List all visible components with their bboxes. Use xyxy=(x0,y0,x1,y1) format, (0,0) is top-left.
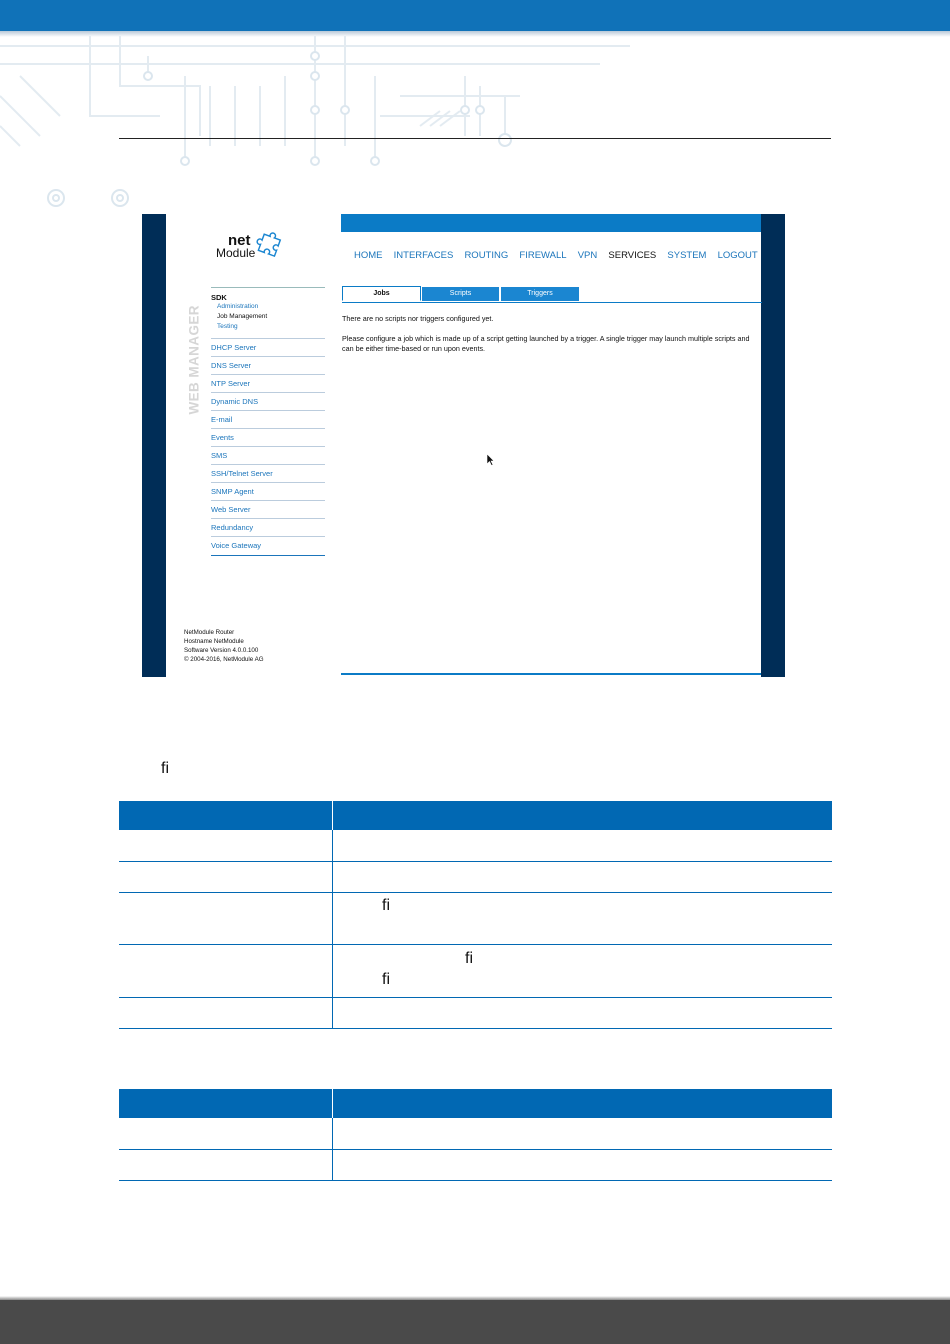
table-cell xyxy=(333,997,833,1028)
header-strip xyxy=(341,214,761,232)
fi-ligature: fi xyxy=(382,897,390,914)
tab-scripts[interactable]: Scripts xyxy=(422,287,499,301)
sidebar-subitem-testing[interactable]: Testing xyxy=(217,323,238,330)
sidebar-item-ssh-telnet-server[interactable]: SSH/Telnet Server xyxy=(211,464,325,482)
nav-system[interactable]: SYSTEM xyxy=(667,250,707,261)
tab-bar xyxy=(342,286,762,303)
mouse-cursor-icon xyxy=(487,454,495,466)
sidebar-item-web-server[interactable]: Web Server xyxy=(211,500,325,518)
sidebar-subitem-administration[interactable]: Administration xyxy=(217,303,259,310)
table-cell xyxy=(119,1118,333,1149)
parameter-table-2 xyxy=(119,1089,832,1181)
fi-ligature: fi xyxy=(161,760,169,777)
table-row xyxy=(119,892,832,944)
web-manager-page xyxy=(166,214,761,677)
sidebar-item-snmp-agent[interactable]: SNMP Agent xyxy=(211,482,325,500)
sidebar-menu xyxy=(211,287,325,556)
web-manager-screenshot xyxy=(142,214,785,677)
main-nav xyxy=(354,250,766,261)
netmodule-logo[interactable] xyxy=(216,233,296,263)
table-cell xyxy=(119,892,333,944)
circuit-decoration xyxy=(0,36,640,216)
sidebar-item-dhcp-server[interactable]: DHCP Server xyxy=(211,338,325,356)
tab-triggers[interactable]: Triggers xyxy=(501,287,579,301)
puzzle-logo-icon xyxy=(256,227,290,261)
header-cell xyxy=(333,801,833,830)
table-row xyxy=(119,1118,832,1149)
table-header xyxy=(119,1089,832,1118)
tab-jobs[interactable]: Jobs xyxy=(342,286,421,301)
sidebar-item-email[interactable]: E-mail xyxy=(211,410,325,428)
table-cell xyxy=(119,861,333,892)
sdk-section xyxy=(211,287,325,338)
nav-vpn[interactable]: VPN xyxy=(577,250,598,261)
sidebar-item-sms[interactable]: SMS xyxy=(211,446,325,464)
fi-ligature: fi xyxy=(465,950,473,967)
footer-strip xyxy=(341,673,761,675)
table-cell xyxy=(119,830,333,861)
web-manager-watermark: WEB MANAGER xyxy=(186,305,202,415)
device-info-line: © 2004-2016, NetModule AG xyxy=(184,656,264,663)
table-cell xyxy=(119,944,333,997)
table-header xyxy=(119,801,832,830)
table-row xyxy=(119,861,832,892)
nav-home[interactable]: HOME xyxy=(354,250,383,261)
table-row xyxy=(119,997,832,1028)
sidebar-item-dynamic-dns[interactable]: Dynamic DNS xyxy=(211,392,325,410)
nav-services[interactable]: SERVICES xyxy=(608,250,657,261)
header-cell xyxy=(119,801,333,830)
device-info-line: Hostname NetModule xyxy=(184,638,244,645)
sidebar-item-events[interactable]: Events xyxy=(211,428,325,446)
nav-logout[interactable]: LOGOUT xyxy=(717,250,758,261)
sidebar-subitem-job-management[interactable]: Job Management xyxy=(217,313,268,320)
table-cell xyxy=(333,1118,833,1149)
table-cell xyxy=(333,1149,833,1180)
configure-job-message: Please configure a job which is made up of a script getting launched by a trigger. A single trigger may launch multiple scripts and can be either time-based or run upon events. xyxy=(342,334,750,353)
sidebar-item-redundancy[interactable]: Redundancy xyxy=(211,518,325,536)
header-cell xyxy=(333,1089,833,1118)
nav-interfaces[interactable]: INTERFACES xyxy=(393,250,454,261)
table-cell xyxy=(333,830,833,861)
table-cell xyxy=(333,944,833,997)
logo-net-text: net xyxy=(228,232,251,249)
table-cell xyxy=(333,892,833,944)
fi-ligature: fi xyxy=(382,971,390,988)
device-info xyxy=(184,628,264,664)
header-rule xyxy=(119,138,831,139)
sidebar-item-ntp-server[interactable]: NTP Server xyxy=(211,374,325,392)
sidebar-end-rule xyxy=(211,554,325,556)
table-row xyxy=(119,830,832,861)
device-info-line: NetModule Router xyxy=(184,629,235,636)
page-top-bar xyxy=(0,0,950,31)
table-row xyxy=(119,1149,832,1180)
nav-routing[interactable]: ROUTING xyxy=(464,250,509,261)
table-cell xyxy=(119,997,333,1028)
device-info-line: Software Version 4.0.0.100 xyxy=(184,647,259,654)
no-scripts-message: There are no scripts nor triggers configured yet. xyxy=(342,314,494,323)
nav-firewall[interactable]: FIREWALL xyxy=(519,250,567,261)
table-row xyxy=(119,944,832,997)
logo-module-text: Module xyxy=(216,246,256,260)
page-footer-bar xyxy=(0,1300,950,1344)
header-cell xyxy=(119,1089,333,1118)
table-cell xyxy=(333,861,833,892)
parameter-table-1 xyxy=(119,801,832,1029)
table-cell xyxy=(119,1149,333,1180)
sidebar-section-sdk[interactable]: SDK xyxy=(211,287,325,302)
sidebar-item-voice-gateway[interactable]: Voice Gateway xyxy=(211,536,325,554)
sidebar-item-dns-server[interactable]: DNS Server xyxy=(211,356,325,374)
